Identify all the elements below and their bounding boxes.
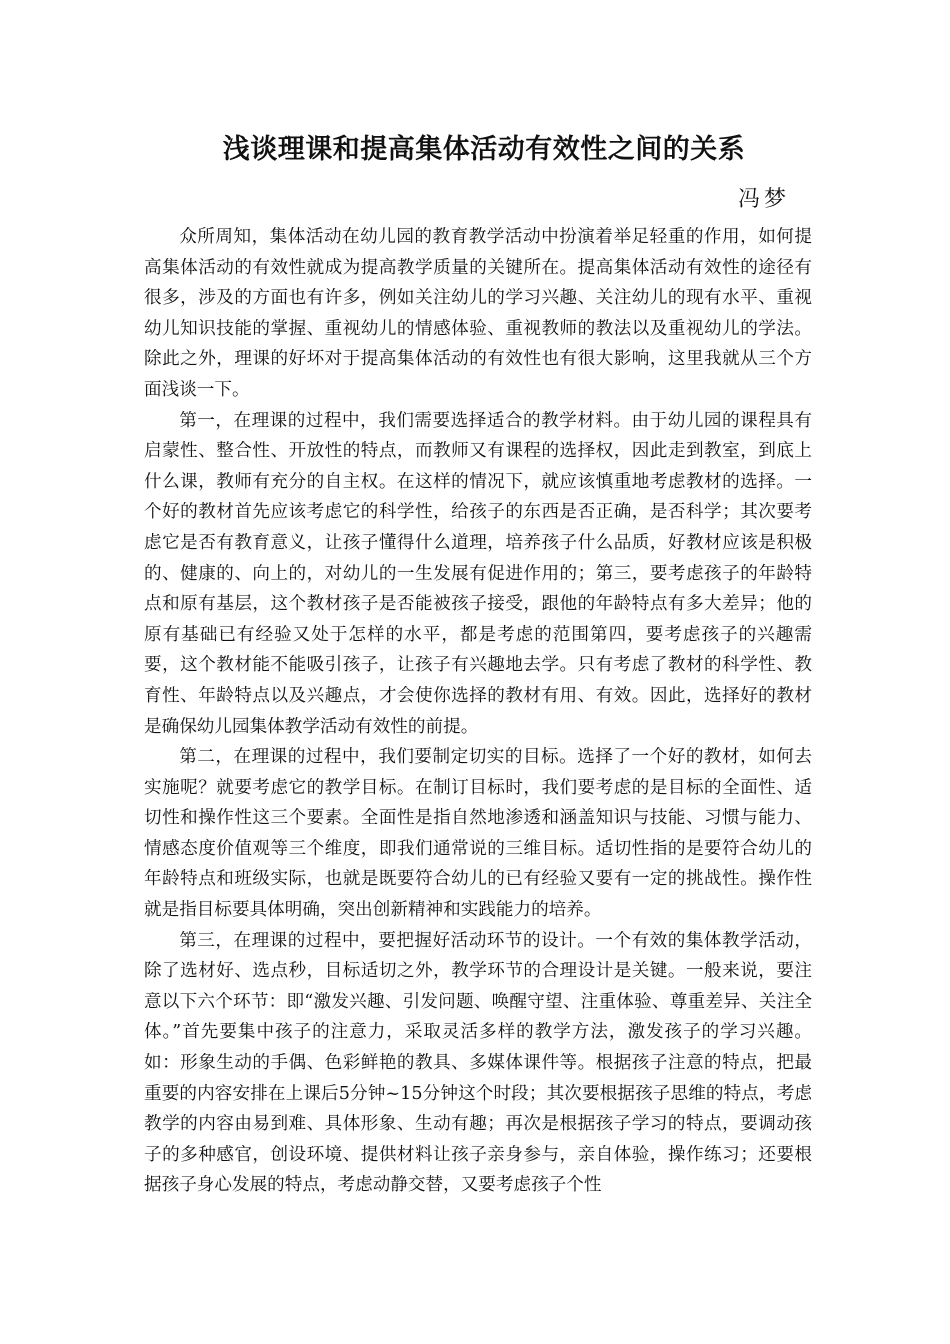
document-page <box>144 130 812 1201</box>
author-name: 冯梦 <box>737 187 790 212</box>
paragraph-third-point: 第三，在理课的过程中，要把握好活动环节的设计。一个有效的集体教学活动，除了选材好、选点秒，目标适切之外，教学环节的合理设计是关键。一般来说，要注意以下六个环节：即“激发兴趣、引发问题、唤醒守望、注重体验、尊重差异、关注全体。”首先要集中孩子的注意力，采取灵活多样的教学方法，激发孩子的学习兴趣。如：形象生动的手偶、色彩鲜艳的教具、多媒体课件等。根据孩子注意的特点，把最重要的内容安排在上课后5分钟~15分钟这个时段；其次要根据孩子思维的特点，考虑教学的内容由易到难、具体形象、生动有趣；再次是根据孩子学习的特点，要调动孩子的多种感官，创设环境、提供材料让孩子亲身参与，亲自体验，操作练习；还要根据孩子身心发展的特点，考虑动静交替，又要考虑孩子个性 <box>144 930 812 1196</box>
paragraph-intro: 众所周知，集体活动在幼儿园的教育教学活动中扮演着举足轻重的作用，如何提高集体活动的有效性就成为提高教学质量的关键所在。提高集体活动有效性的途径有很多，涉及的方面也有许多，例如关注幼儿的学习兴趣、关注幼儿的现有水平、重视幼儿知识技能的掌握、重视幼儿的情感体验、重视教师的教法以及重视幼儿的学法。除此之外，理课的好坏对于提高集体活动的有效性也有很大影响，这里我就从三个方面浅谈一下。 <box>144 227 812 400</box>
paragraph-second-point: 第二，在理课的过程中，我们要制定切实的目标。选择了一个好的教材，如何去实施呢？就要考虑它的教学目标。在制订目标时，我们要考虑的是目标的全面性、适切性和操作性这三个要素。全面性是指自然地渗透和涵盖知识与技能、习惯与能力、情感态度价值观等三个维度，即我们通常说的三维目标。适切性指的是要符合幼儿的年龄特点和班级实际，也就是既要符合幼儿的已有经验又要有一定的挑战性。操作性就是指目标要具体明确，突出创新精神和实践能力的培养。 <box>144 747 812 921</box>
document-body <box>144 222 812 1201</box>
document-title: 浅谈理课和提高集体活动有效性之间的关系 <box>222 134 746 165</box>
paragraph-first-point: 第一，在理课的过程中，我们需要选择适合的教学材料。由于幼儿园的课程具有启蒙性、整合性、开放性的特点，而教师又有课程的选择权，因此走到教室，到底上什么课，教师有充分的自主权。在这样的情况下，就应该慎重地考虑教材的选择。一个好的教材首先应该考虑它的科学性，给孩子的东西是否正确，是否科学；其次要考虑它是否有教育意义，让孩子懂得什么道理，培养孩子什么品质，好教材应该是积极的、健康的、向上的，对幼儿的一生发展有促进作用的；第三，要考虑孩子的年龄特点和原有基层，这个教材孩子是否能被孩子接受，跟他的年龄特点有多大差异；他的原有基础已有经验又处于怎样的水平，都是考虑的范围第四，要考虑孩子的兴趣需要，这个教材能不能吸引孩子，让孩子有兴趣地去学。只有考虑了教材的科学性、教育性、年龄特点以及兴趣点，才会使你选择的教材有用、有效。因此，选择好的教材是确保幼儿园集体教学活动有效性的前提。 <box>144 410 812 737</box>
